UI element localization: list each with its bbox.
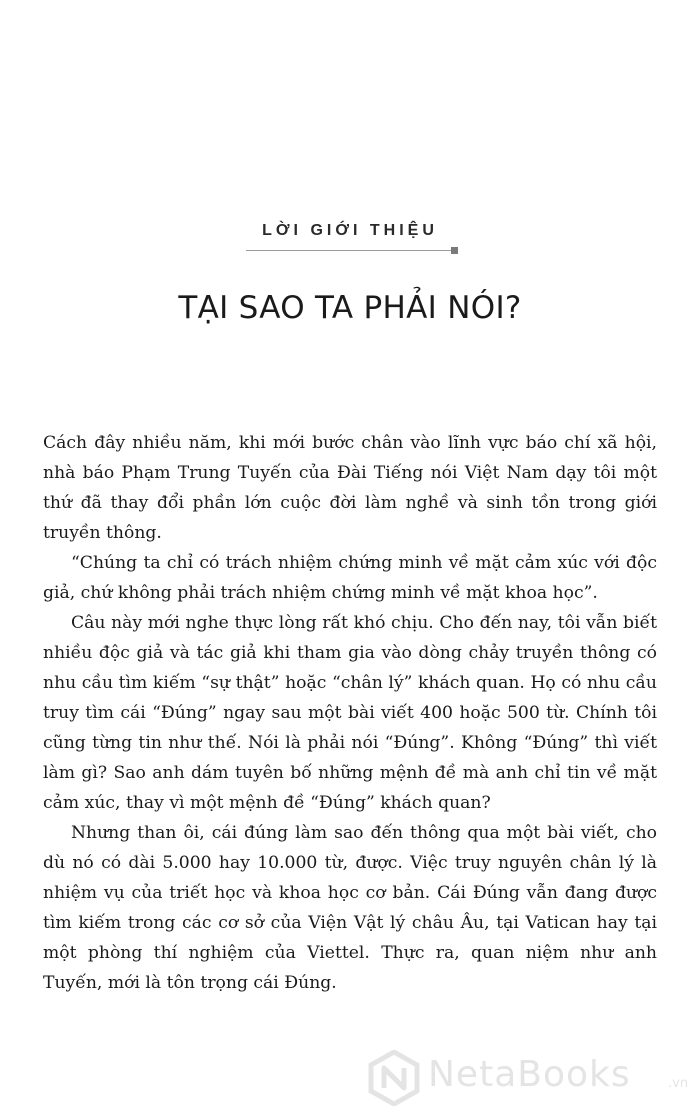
neta-logo-icon [366,1050,422,1106]
chapter-title: TẠI SAO TA PHẢI NÓI? [178,290,522,326]
paragraph-4: Nhưng than ôi, cái đúng làm sao đến thông qua một bài viết, cho dù nó có dài 5.000 hay 10.000 từ, được. Việc truy nguyên chân lý là nhiệm vụ của triết học và khoa học cơ bản. Cái Đúng vẫn đang được tìm kiếm trong các cơ sở của Viện Vật lý châu Âu, tại Vatican hay tại một phòng thí nghiệm của Viettel. Thực ra, quan niệm như anh Tuyến, mới là tôn trọng cái Đúng. [43,823,657,993]
divider-end-square [451,247,458,254]
body-text [43,428,657,998]
watermark-brand: NetaBooks [428,1054,631,1095]
watermark-suffix: .vn [668,1076,689,1091]
section-label: LỜI GIỚI THIỆU [262,222,438,239]
paragraph-1: Cách đây nhiều năm, khi mới bước chân vào lĩnh vực báo chí xã hội, nhà báo Phạm Trung Tuyến của Đài Tiếng nói Việt Nam dạy tôi một thứ đã thay đổi phần lớn cuộc đời làm nghề và sinh tồn trong giới truyền thông. [43,433,657,543]
paragraph-3: Câu này mới nghe thực lòng rất khó chịu. Cho đến nay, tôi vẫn biết nhiều độc giả và tác giả khi tham gia vào dòng chảy truyền thông có nhu cầu tìm kiếm “sự thật” hoặc “chân lý” khách quan. Họ có nhu cầu truy tìm cái “Đúng” ngay sau một bài viết 400 hoặc 500 từ. Chính tôi cũng từng tin như thế. Nói là phải nói “Đúng”. Không “Đúng” thì viết làm gì? Sao anh dám tuyên bố những mệnh đề mà anh chỉ tin về mặt cảm xúc, thay vì một mệnh đề “Đúng” khách quan? [43,613,657,813]
section-divider [246,250,454,251]
paragraph-2: “Chúng ta chỉ có trách nhiệm chứng minh về mặt cảm xúc với độc giả, chứ không phải trách nhiệm chứng minh về mặt khoa học”. [43,553,657,603]
watermark [366,1046,696,1110]
